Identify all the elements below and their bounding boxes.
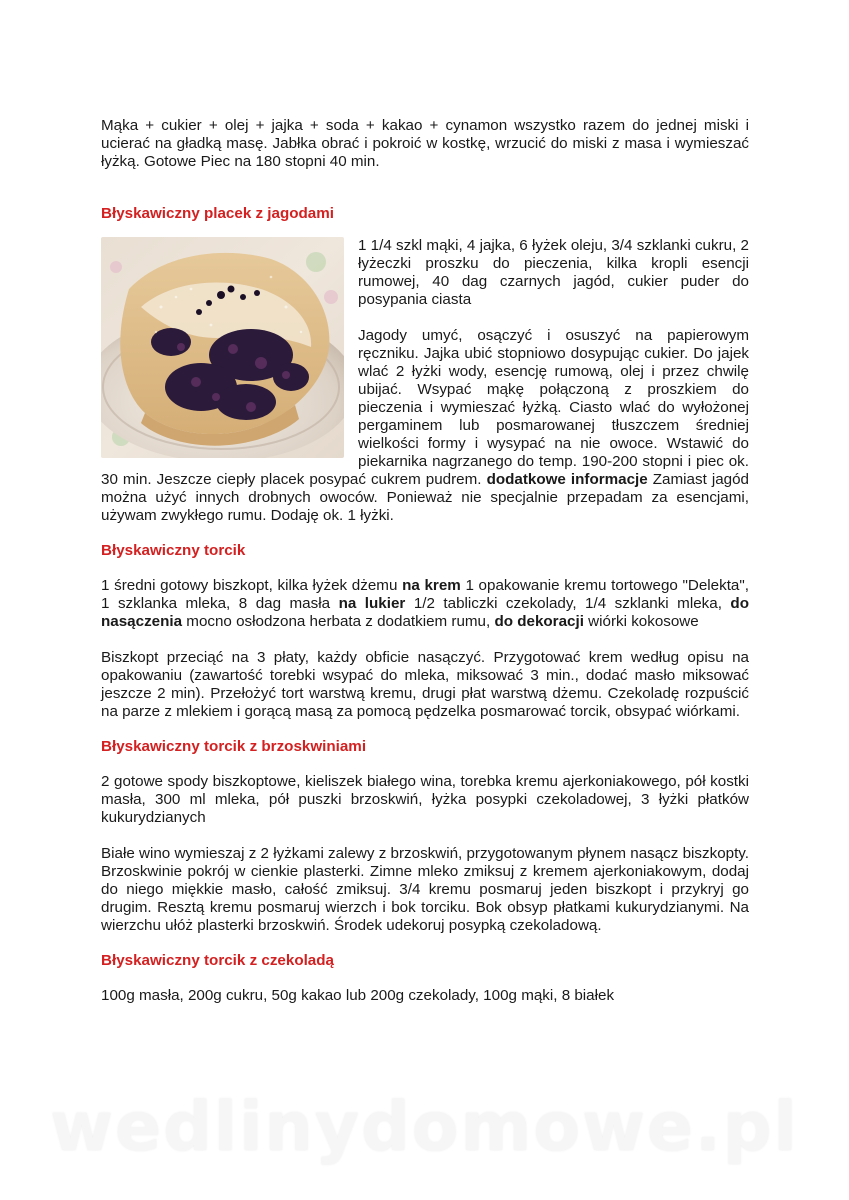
- extra-info-label: dodatkowe informacje: [486, 471, 648, 488]
- recipe-torcik-method: Biszkopt przeciąć na 3 płaty, każdy obficie nasączyć. Przygotować krem według opisu na opakowaniu (zawartość torebki wsypać do mleka, miksować 3 min., dodać masło miksować jeszcze 2 min). Przełożyć tort warstwą kremu, drugi płat warstwą dżemu. Czekoladę rozpuścić na parze z mlekiem i gorącą masą za pomocą pędzelka posmarować torcik, obsypać wiórkami.: [101, 649, 749, 720]
- recipe-placek-body: [101, 237, 749, 525]
- site-watermark: wedlinydomowe.pl: [50, 1088, 799, 1167]
- label-do-dekoracji: do dekoracji: [494, 613, 584, 630]
- recipe-torcik-ingredients: [101, 577, 749, 631]
- recipe-title-torcik-z-brzoskwiniami: Błyskawiczny torcik z brzoskwiniami: [101, 738, 367, 755]
- document-page: [101, 117, 749, 1005]
- recipe-title-placek-z-jagodami: Błyskawiczny placek z jagodami: [101, 205, 334, 222]
- recipe-placek-method-text: Jagody umyć, osączyć i osuszyć na papierowym ręczniku. Jajka ubić stopniowo dosypując cukier. Do jajek wlać 2 łyżki wody, esencję rumową, olej i przez chwilę ubijać. Wsypać mąkę połączoną z proszkiem do pieczenia i wymieszać łyżką. Ciasto wlać do wyłożonej pergaminem lub posmarowanej tłuszczem średniej wielkości formy i wysypać na nie owoce. Wstawić do piekarnika nagrzanego do temp. 190-200 stopni i piec ok. 30 min. Jeszcze ciepły placek posypać cukrem pudrem.: [101, 327, 749, 488]
- label-na-lukier: na lukier: [338, 595, 406, 612]
- torcik-ing-e: wiórki kokosowe: [588, 613, 699, 630]
- recipe-title-torcik: Błyskawiczny torcik: [101, 542, 246, 559]
- torcik-ing-b: 1 opakowanie kremu tortowego "Delekta", 1 szklanka mleka, 8 dag masła: [101, 577, 749, 612]
- recipe-brzoskwinie-method: Białe wino wymieszaj z 2 łyżkami zalewy z brzoskwiń, przygotowanym płynem nasącz biszkopty. Brzoskwinie pokrój w cienkie plasterki. Zimne mleko zmiksuj z kremem ajerkoniakowym, dodaj do niego miękkie masło, całość zmiksuj. 3/4 kremu posmaruj jeden biszkopt i przykryj go drugim. Resztą kremu posmaruj wierzch i bok torciku. Bok obsyp płatkami kukurydzianymi. Na wierzchu ułóż plasterki brzoskwiń. Środek udekoruj posypką czekoladową.: [101, 845, 749, 934]
- recipe-brzoskwinie-ingredients: 2 gotowe spody biszkoptowe, kieliszek białego wina, torebka kremu ajerkoniakowego, pół kostki masła, 300 ml mleka, pół puszki brzoskwiń, łyżka posypki czekoladowej, 3 łyżki płatków kukurydzianych: [101, 773, 749, 826]
- label-do-nasaczenia: do nasączenia: [101, 595, 749, 630]
- recipe-title-torcik-z-czekolada: Błyskawiczny torcik z czekoladą: [101, 952, 334, 969]
- torcik-ing-c: 1/2 tabliczki czekolady, 1/4 szklanki mleka,: [413, 595, 722, 612]
- recipe-czekolada-ingredients: 100g masła, 200g cukru, 50g kakao lub 200g czekolady, 100g mąki, 8 białek: [101, 987, 615, 1004]
- recipe-placek-ingredients: 1 1/4 szkl mąki, 4 jajka, 6 łyżek oleju, 3/4 szklanki cukru, 2 łyżeczki proszku do pieczenia, kilka kropli esencji rumowej, 40 dag czarnych jagód, cukier puder do posypania ciasta: [358, 237, 749, 308]
- extra-info-text: Zamiast jagód można użyć innych drobnych owoców. Ponieważ nie specjalnie przepadam za esencjami, używam zwykłego rumu. Dodaję ok. 1 łyżki.: [101, 471, 749, 524]
- torcik-ing-a: 1 średni gotowy biszkopt, kilka łyżek dżemu: [101, 577, 398, 594]
- intro-paragraph: Mąka + cukier + olej + jajka + soda + kakao + cynamon wszystko razem do jednej miski i ucierać na gładką masę. Jabłka obrać i pokroić w kostkę, wrzucić do miski z masa i wymieszać łyżką. Gotowe Piec na 180 stopni 40 min.: [101, 117, 749, 170]
- label-na-krem: na krem: [402, 577, 461, 594]
- blueberry-cake-photo: [101, 237, 344, 458]
- torcik-ing-d: mocno osłodzona herbata z dodatkiem rumu,: [186, 613, 491, 630]
